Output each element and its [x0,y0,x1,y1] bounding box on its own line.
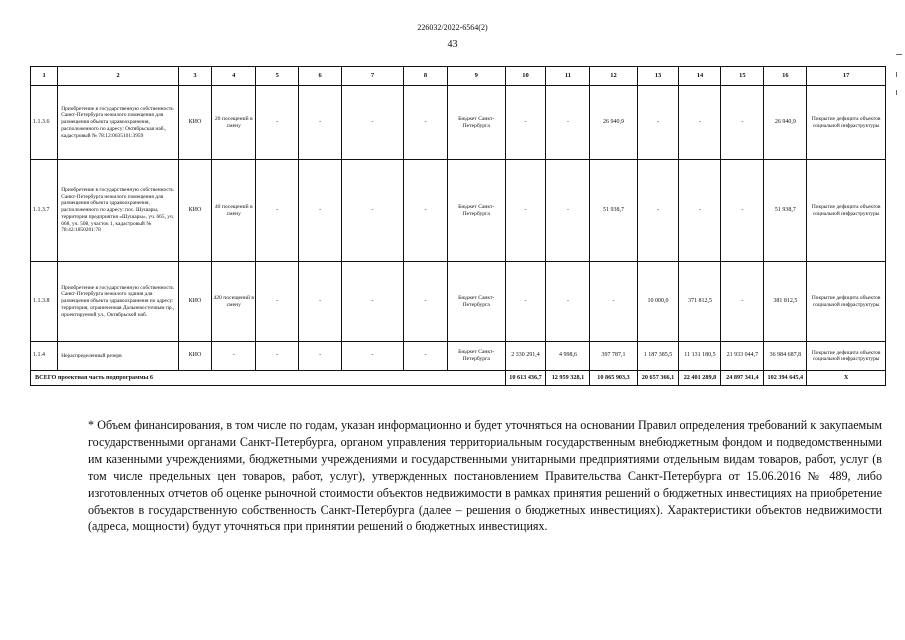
table-cell: - [256,160,299,262]
funding-source-cell: Бюджет Санкт-Петербурга [447,262,505,342]
amount-cell: - [505,160,546,262]
amount-cell: 371 812,5 [679,262,721,342]
column-number: 13 [637,67,679,86]
table-cell: - [342,342,404,371]
funding-source-cell: Бюджет Санкт-Петербурга [447,86,505,160]
amount-cell: - [590,262,637,342]
amount-cell: - [637,86,679,160]
customer-cell: КИО [178,262,212,342]
amount-cell: 2 330 291,4 [505,342,546,371]
row-code: 1.1.3.8 [31,262,58,342]
table-row [31,262,886,342]
amount-cell: - [679,160,721,262]
amount-cell: 10 000,0 [637,262,679,342]
capacity-cell: - [212,342,256,371]
amount-cell: - [679,86,721,160]
table-cell: - [299,262,342,342]
column-number: 3 [178,67,212,86]
object-name: Нераспределенный резерв [58,342,178,371]
column-number-row [31,67,886,86]
table-cell: - [403,262,447,342]
column-number: 2 [58,67,178,86]
column-number: 9 [447,67,505,86]
table-cell: - [342,160,404,262]
table-cell: - [299,342,342,371]
amount-cell: - [546,262,590,342]
note-cell: Покрытие дефицита объектов социальной инфраструктуры [807,160,886,262]
margin-mark [896,54,902,55]
table-cell: - [342,262,404,342]
table-cell: - [299,86,342,160]
amount-cell: - [546,86,590,160]
total-amount-cell: 12 959 328,1 [546,371,590,386]
customer-cell: КИО [178,86,212,160]
column-number: 12 [590,67,637,86]
note-cell: Покрытие дефицита объектов социальной инфраструктуры [807,342,886,371]
grand-total-cell: 102 394 645,4 [764,371,807,386]
table-cell: - [403,86,447,160]
column-number: 8 [403,67,447,86]
amount-cell: 26 940,9 [590,86,637,160]
amount-cell: 4 998,6 [546,342,590,371]
total-amount-cell: 10 613 436,7 [505,371,546,386]
amount-cell: 21 933 044,7 [721,342,764,371]
footnote-text: * Объем финансирования, в том числе по годам, указан информационно и будет уточняться на основании Правил определения требований к закупаемым государственными органами Санкт-Петербурга, органом управления территориальным государственным внебюджетным фондом и подведомственными им казенными учреждениями, бюджетными учреждениями и государственными унитарными предприятиями отдельным видам товаров, работ, услуг (в том числе предельных цен товаров, работ, услуг), утвержденных постановлением Правительства Санкт-Петербурга от 15.06.2016 № 489, либо изготовленных отчетов об оценке рыночной стоимости объектов недвижимости в рамках принятия решений о бюджетных инвестициях на приобретение объектов в государственную собственность Санкт-Петербурга (далее – решения о бюджетных инвестициях). Характеристики объектов недвижимости (адреса, мощности) будут уточняться при принятии решений о бюджетных инвестициях. [88,418,882,534]
table-cell: - [256,342,299,371]
page-number: 43 [447,39,458,50]
table-row [31,86,886,160]
amount-cell: - [721,86,764,160]
amount-cell: 397 787,1 [590,342,637,371]
table-row [31,160,886,262]
table-cell: - [403,160,447,262]
table-cell: - [403,342,447,371]
amount-cell: 1 187 385,5 [637,342,679,371]
footnote [88,417,882,535]
amount-cell: - [546,160,590,262]
funding-source-cell: Бюджет Санкт-Петербурга [447,342,505,371]
table-cell: - [299,160,342,262]
amount-cell: 51 938,7 [590,160,637,262]
total-cell: 26 940,9 [764,86,807,160]
total-amount-cell: 10 865 903,3 [590,371,637,386]
column-number: 5 [256,67,299,86]
funding-source-cell: Бюджет Санкт-Петербурга [447,160,505,262]
object-name: Приобретение в государственную собственность Санкт-Петербурга нежилого помещения для размещения объекта здравоохранения, расположенного по адресу: пос. Шушары, территория предприятия «Шушары», уч. 665, уч. 668, уч. 508, участок 1, кадастровый № 78:42:1850201:78 [58,160,178,262]
amount-cell: - [637,160,679,262]
column-number: 11 [546,67,590,86]
total-cell: 51 938,7 [764,160,807,262]
row-code: 1.1.3.7 [31,160,58,262]
financing-table [30,66,886,386]
column-number: 4 [212,67,256,86]
object-name: Приобретение в государственную собственность Санкт-Петербурга нежилого здания для размещения объекта здравоохранения по адресу: территория, ограниченная Дальневосточным пр., проектируемой ул., Октябрьской наб. [58,262,178,342]
object-name: Приобретение в государственную собственность Санкт-Петербурга нежилого помещения для размещения объекта здравоохранения, расположенного по адресу: Октябрьская наб., кадастровый № 78:12:0635101:3959 [58,86,178,160]
amount-cell: 11 131 180,5 [679,342,721,371]
totals-row [31,371,886,386]
customer-cell: КИО [178,342,212,371]
column-number: 10 [505,67,546,86]
table-cell: - [256,86,299,160]
note-cell: Покрытие дефицита объектов социальной инфраструктуры [807,86,886,160]
margin-mark [896,90,897,95]
column-number: 14 [679,67,721,86]
document-id: 226032/2022-6564(2) [417,23,488,32]
total-amount-cell: 22 401 289,8 [679,371,721,386]
amount-cell: - [505,262,546,342]
total-amount-cell: 20 657 366,1 [637,371,679,386]
column-number: 17 [807,67,886,86]
total-cell: 36 984 687,8 [764,342,807,371]
table-cell: - [342,86,404,160]
row-code: 1.1.3.6 [31,86,58,160]
amount-cell: - [721,160,764,262]
capacity-cell: 20 посещений в смену [212,86,256,160]
amount-cell: - [505,86,546,160]
capacity-cell: 420 посещений в смену [212,262,256,342]
total-amount-cell: 24 897 341,4 [721,371,764,386]
column-number: 15 [721,67,764,86]
customer-cell: КИО [178,160,212,262]
totals-label: ВСЕГО проектная часть подпрограммы 6 [31,371,506,386]
column-number: 6 [299,67,342,86]
amount-cell: - [721,262,764,342]
table-row [31,342,886,371]
note-cell: Покрытие дефицита объектов социальной инфраструктуры [807,262,886,342]
column-number: 7 [342,67,404,86]
column-number: 1 [31,67,58,86]
row-code: 1.1.4 [31,342,58,371]
capacity-cell: 40 посещений в смену [212,160,256,262]
margin-mark [896,72,897,77]
total-cell: 381 812,5 [764,262,807,342]
table-cell: - [256,262,299,342]
column-number: 16 [764,67,807,86]
totals-mark: X [807,371,886,386]
